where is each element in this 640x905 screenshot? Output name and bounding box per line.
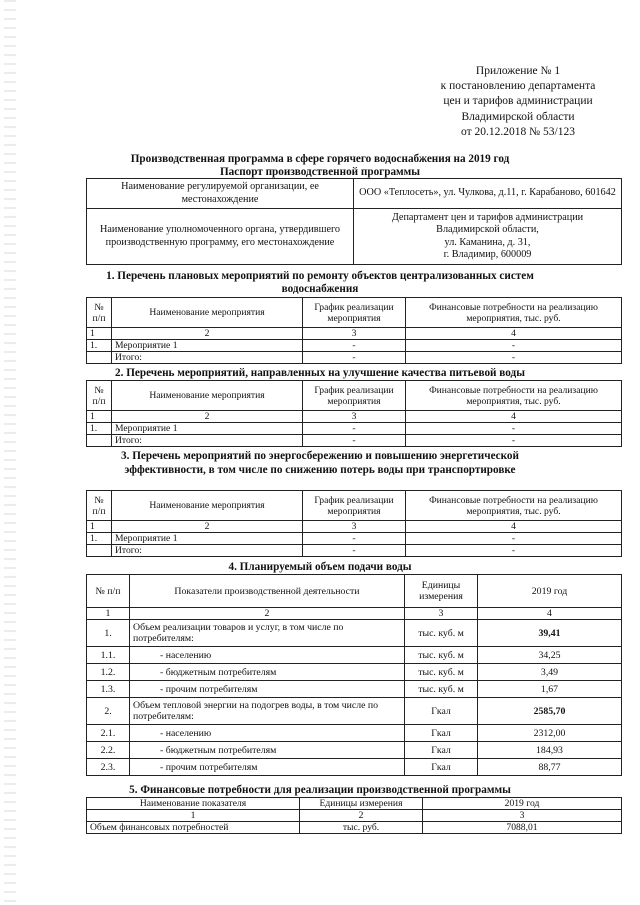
- row-unit: Гкал: [405, 698, 478, 725]
- row-unit: тыс. куб. м: [405, 681, 478, 698]
- col-unit: Единицы измерения: [405, 575, 478, 608]
- dash-cell: -: [406, 340, 622, 352]
- passport-authority-value: [354, 209, 622, 265]
- row-unit: тыс. куб. м: [405, 647, 478, 664]
- appendix-line: к постановлению департамента: [440, 80, 596, 93]
- section4-table: [86, 574, 622, 776]
- row-num: 2.1.: [87, 725, 130, 742]
- row-num: 2.2.: [87, 742, 130, 759]
- row-unit: Гкал: [405, 725, 478, 742]
- index-cell: 2: [130, 608, 405, 620]
- table-row: [87, 620, 622, 647]
- row-value: 2585,70: [478, 698, 622, 725]
- table-row: [87, 822, 622, 834]
- section3-title-cont: эффективности, в том числе по снижению потерь воды при транспортировке: [124, 464, 516, 476]
- section5-table: [86, 797, 622, 834]
- dash-cell: -: [406, 533, 622, 545]
- row-value: 1,67: [478, 681, 622, 698]
- index-cell: 3: [405, 608, 478, 620]
- dash-cell: -: [406, 435, 622, 447]
- section1-title-cont: водоснабжения: [281, 283, 359, 295]
- section2-table: [86, 380, 622, 447]
- row-value: 34,25: [478, 647, 622, 664]
- section3-table: [86, 490, 622, 557]
- col-schedule: График реализации мероприятия: [303, 381, 406, 411]
- row-num: 1.: [87, 423, 112, 435]
- col-finance: Финансовые потребности на реализацию мероприятия, тыс. руб.: [406, 298, 622, 328]
- section4-title: 4. Планируемый объем подачи воды: [228, 561, 412, 573]
- appendix-line: цен и тарифов администрации: [443, 95, 593, 108]
- section1-title: 1. Перечень плановых мероприятий по ремонту объектов централизованных систем: [106, 270, 534, 282]
- col-year: 2019 год: [423, 798, 622, 810]
- table-row: [87, 681, 622, 698]
- authority-line: г. Владимир, 600009: [443, 248, 532, 260]
- total-label: Итого:: [112, 352, 303, 364]
- index-cell: 2: [112, 328, 303, 340]
- row-num: 1.: [87, 533, 112, 545]
- empty-cell: [87, 545, 112, 557]
- row-unit: тыс. куб. м: [405, 620, 478, 647]
- event-name: Мероприятие 1: [112, 533, 303, 545]
- dash-cell: -: [406, 352, 622, 364]
- row-name: - прочим потребителям: [130, 681, 405, 698]
- row-value: 39,41: [478, 620, 622, 647]
- row-unit: Гкал: [405, 742, 478, 759]
- section1-table: [86, 297, 622, 364]
- col-num: № п/п: [87, 575, 130, 608]
- index-cell: 3: [303, 521, 406, 533]
- dash-cell: -: [303, 545, 406, 557]
- authority-line: ул. Каманина, д. 31,: [444, 236, 531, 248]
- row-name: Объем тепловой энергии на подогрев воды, в том числе по потребителям:: [130, 698, 405, 725]
- col-unit: Единицы измерения: [300, 798, 423, 810]
- index-cell: 4: [478, 608, 622, 620]
- index-cell: 1: [87, 521, 112, 533]
- authority-line: Владимирской области,: [436, 224, 539, 236]
- row-name: - населению: [130, 647, 405, 664]
- row-value: 88,77: [478, 759, 622, 776]
- index-cell: 4: [406, 328, 622, 340]
- col-year: 2019 год: [478, 575, 622, 608]
- empty-cell: [87, 435, 112, 447]
- index-cell: 3: [423, 810, 622, 822]
- event-name: Мероприятие 1: [112, 340, 303, 352]
- dash-cell: -: [303, 340, 406, 352]
- row-num: 2.: [87, 698, 130, 725]
- row-value: 3,49: [478, 664, 622, 681]
- row-value: 184,93: [478, 742, 622, 759]
- col-finance: Финансовые потребности на реализацию мероприятия, тыс. руб.: [406, 491, 622, 521]
- table-row: [87, 664, 622, 681]
- dash-cell: -: [303, 435, 406, 447]
- index-cell: 1: [87, 608, 130, 620]
- row-name: - прочим потребителям: [130, 759, 405, 776]
- col-name: Наименование мероприятия: [112, 298, 303, 328]
- total-label: Итого:: [112, 545, 303, 557]
- table-row: [87, 725, 622, 742]
- document-title: Производственная программа в сфере горячего водоснабжения на 2019 год: [130, 153, 510, 165]
- col-schedule: График реализации мероприятия: [303, 298, 406, 328]
- index-cell: 2: [112, 521, 303, 533]
- passport-authority-label: Наименование уполномоченного органа, утвердившего производственную программу, его местонахождение: [87, 209, 354, 265]
- dash-cell: -: [406, 423, 622, 435]
- col-finance: Финансовые потребности на реализацию мероприятия, тыс. руб.: [406, 381, 622, 411]
- row-unit: Гкал: [405, 759, 478, 776]
- appendix-block: [418, 64, 618, 140]
- event-name: Мероприятие 1: [112, 423, 303, 435]
- section3-title: 3. Перечень мероприятий по энергосбережению и повышению энергетической: [121, 450, 519, 462]
- passport-org-label: Наименование регулируемой организации, ее местонахождение: [87, 179, 354, 209]
- row-value: 7088,01: [423, 822, 622, 834]
- row-num: 2.3.: [87, 759, 130, 776]
- row-name: Объем финансовых потребностей: [87, 822, 300, 834]
- table-row: [87, 698, 622, 725]
- index-cell: 3: [303, 328, 406, 340]
- col-indicator: Показатели производственной деятельности: [130, 575, 405, 608]
- row-name: - населению: [130, 725, 405, 742]
- dash-cell: -: [303, 423, 406, 435]
- index-cell: 1: [87, 411, 112, 423]
- appendix-line: Приложение № 1: [475, 65, 561, 77]
- row-num: 1.: [87, 340, 112, 352]
- index-cell: 2: [300, 810, 423, 822]
- col-schedule: График реализации мероприятия: [303, 491, 406, 521]
- section5-title: 5. Финансовые потребности для реализации производственной программы: [129, 784, 511, 796]
- index-cell: 1: [87, 328, 112, 340]
- row-unit: тыс. куб. м: [405, 664, 478, 681]
- col-indicator: Наименование показателя: [87, 798, 300, 810]
- dash-cell: -: [406, 545, 622, 557]
- row-name: - бюджетным потребителям: [130, 742, 405, 759]
- col-num: № п/п: [87, 381, 112, 411]
- passport-org-value: ООО «Теплосеть», ул. Чулкова, д.11, г. Карабаново, 601642: [354, 179, 622, 209]
- table-row: [87, 759, 622, 776]
- total-label: Итого:: [112, 435, 303, 447]
- index-cell: 4: [406, 521, 622, 533]
- passport-title: Паспорт производственной программы: [219, 166, 421, 178]
- index-cell: 4: [406, 411, 622, 423]
- col-num: № п/п: [87, 298, 112, 328]
- row-name: - бюджетным потребителям: [130, 664, 405, 681]
- empty-cell: [87, 352, 112, 364]
- table-row: [87, 647, 622, 664]
- col-name: Наименование мероприятия: [112, 381, 303, 411]
- appendix-line: Владимирской области: [461, 110, 575, 123]
- row-name: Объем реализации товаров и услуг, в том числе по потребителям:: [130, 620, 405, 647]
- table-row: [87, 742, 622, 759]
- row-num: 1.3.: [87, 681, 130, 698]
- row-value: 2312,00: [478, 725, 622, 742]
- dash-cell: -: [303, 352, 406, 364]
- passport-table: [86, 178, 622, 265]
- row-unit: тыс. руб.: [300, 822, 423, 834]
- index-cell: 3: [303, 411, 406, 423]
- col-num: № п/п: [87, 491, 112, 521]
- authority-line: Департамент цен и тарифов администрации: [391, 212, 584, 224]
- row-num: 1.1.: [87, 647, 130, 664]
- row-num: 1.2.: [87, 664, 130, 681]
- section2-title: 2. Перечень мероприятий, направленных на улучшение качества питьевой воды: [115, 367, 525, 379]
- index-cell: 1: [87, 810, 300, 822]
- col-name: Наименование мероприятия: [112, 491, 303, 521]
- index-cell: 2: [112, 411, 303, 423]
- dash-cell: -: [303, 533, 406, 545]
- appendix-line: от 20.12.2018 № 53/123: [461, 125, 575, 138]
- row-num: 1.: [87, 620, 130, 647]
